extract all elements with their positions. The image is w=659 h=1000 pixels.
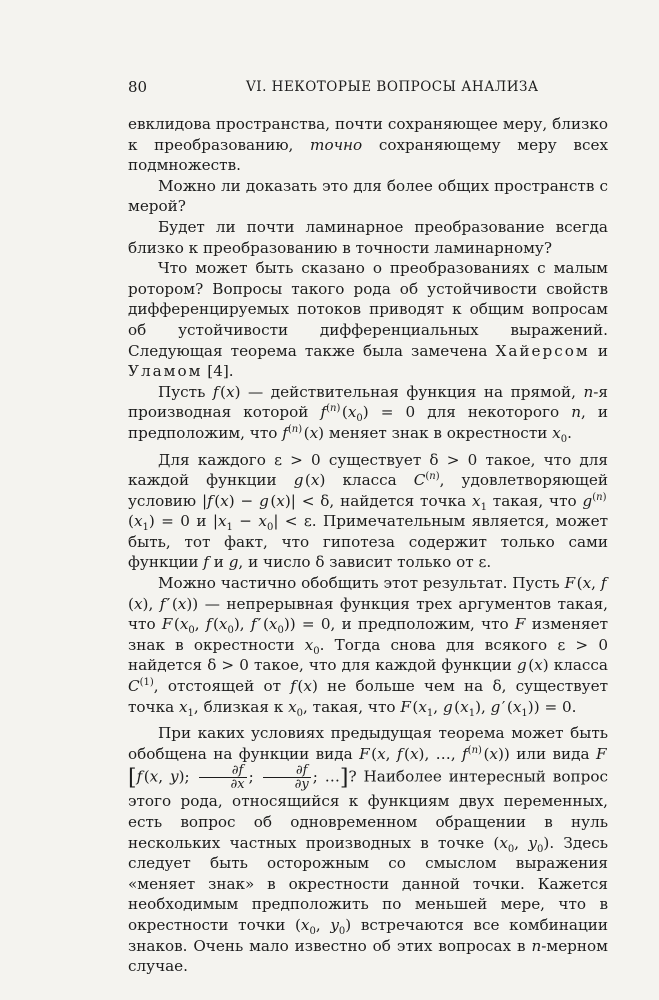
fraction-df-dx: $\frac{\partial f}{\partial x}$: [199, 764, 247, 791]
paragraph-3: Будет ли почти ламинарное преобразование всегда близко к преобразованию в точности ламинарному?: [128, 217, 608, 257]
paragraph-1: евклидова пространства, почти сохраняющее меру, близко к преобразованию, точно сохраняющему меру всех подмножеств.: [128, 115, 609, 175]
paragraph-8: При каких условиях предыдущая теорема может быть обобщена на функции вида F (x, f (x), …, $f^{(n)}$ (x)) или вида F [f (x, y); $\frac{\partial f}{\partial x}$ ; $\frac{\partial f}{\partial y}$ ; …]? Наиболее интересный вопрос этого рода, относящийся к функциям двух переменных, есть вопрос об одновременном обращении в нуль нескольких частных производных в точке ($x_0$, $y_0$). Здесь следует быть осторожным со смыслом выражения «меняет знак» в окрестности данной точки. Кажется необходимым предположить по меньшей мере, что в окрестности точки ($x_0$, $y_0$) встречаются все комбинации знаков. Очень мало известно об этих вопросах в n-мерном случае.: [128, 724, 609, 976]
paragraph-4: Что может быть сказано о преобразованиях с малым ротором? Вопросы такого рода об устойчивости свойств дифференцируемых потоков приводят к общим вопросам об устойчивости дифференциальных выражений. Следующая теорема также была замечена Хайерсом и Уламом [4].: [128, 259, 609, 381]
body-text: [128, 114, 608, 977]
paragraph-7: Можно частично обобщить этот результат. Пусть F (x, f (x), f ′ (x)) — непрерывная функция трех аргументов такая, что F ($x_0$, f $(x_0)$, f ′ $(x_0)) = 0$, и предположим, что F изменяет знак в окрестности $x_0$. Тогда снова для всякого ε > 0 найдется δ > 0 такое, что для каждой функции g (x) класса $C^{(1)}$, отстоящей от f (x) не больше чем на δ, существует точка $x_1$, близкая к $x_0$, такая, что F ($x_1$, g $(x_1)$, g ′ $(x_1)) = 0$.: [128, 574, 609, 719]
fraction-df-dy: $\frac{\partial f}{\partial y}$: [263, 764, 311, 791]
paragraph-5: Пусть f (x) — действительная функция на прямой, n-я производная которой $f^{(n)}$ $(x_0) = 0$ для некоторого n, и предположим, что $f^{(n)}$ (x) меняет знак в окрестности $x_0$.: [128, 382, 609, 445]
running-title: VI. НЕКОТОРЫЕ ВОПРОСЫ АНАЛИЗА: [246, 79, 539, 95]
page-number: 80: [128, 78, 148, 96]
paragraph-6: Для каждого ε > 0 существует δ > 0 такое, что для каждой функции g (x) класса $C^{(n)}$, удовлетворяющей условию |f (x) − g (x)| < δ, найдется точка $x_1$ такая, что $g^{(n)}$ $(x_1) = 0$ и $|x_1 - x_0| < \varepsilon$. Примечательным является, может быть, тот факт, что гипотеза содержит только сами функции f и g, и число δ зависит только от ε.: [128, 450, 609, 572]
paragraph-2: Можно ли доказать это для более общих пространств с мерой?: [128, 176, 608, 216]
page-header: [128, 78, 608, 98]
